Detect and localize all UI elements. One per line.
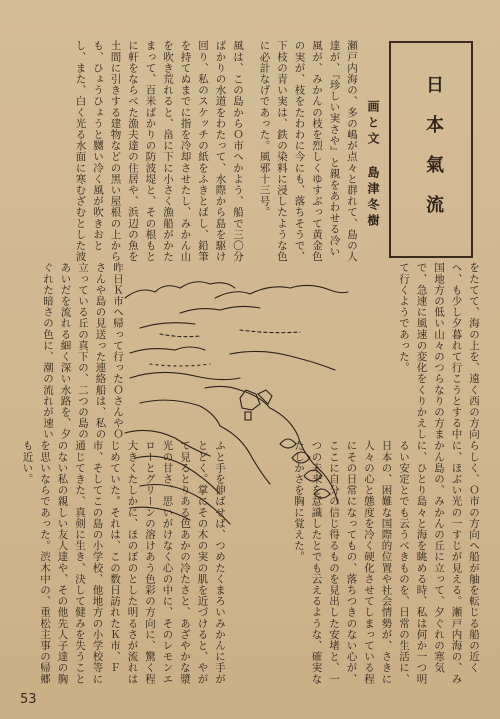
page-number: 53 (20, 692, 37, 707)
article-title: 日本氣流 (423, 75, 444, 235)
body-text-bottom-left: ふと手を伸ばせば、つめたくまろいみかんに手がとどく。掌にその木の実の肌を近づけると、やがて見るとりある色あかの冷たさと、あざやかな漿光の甘さ、思いがけなく心の中に、そのレモンエローとグリーンの溶けあう色彩の方向に、驚く程大きくたしかに、ほのぼのとした明るさが流れはじめていた。それは、この数日訪れたＫ市、Ｆ市、そしてこの島の小学校、他地方の小学校等に通じてきた、真剣に生き、決して健みを失うことのない私の親しい友人達や、その他先人子達の胸を思いならであった。渋木中の、重松主事の帰郷も近い。 (22, 440, 226, 685)
body-text-top-left: 風は、この島からＯ市へかよう、船で三〇分ばかりの水道をわたって、水際から島を駆け回り、私のスケッチの紙をふきとばし、鉛筆を持てぬまでに指を冷却させたし、みかん山を吹き荒れると、畠に下に小さく漁船がかたまって、百米ばかりの防波堤と、その根もとに軒をならべた漁夫達の住居や、浜辺の魚を土間に引きする建物などの黒い屋根の上からも、ひょうひょうと嬲い冷く風が吹きおとし、また、白く光る水面に寒むざむとした波 (74, 40, 244, 262)
article-byline: 画と文 島津冬樹 (366, 100, 380, 230)
body-text-bottom-right: らしく、Ｏ市の方向へ船が舳を転じる船の近くに、ほぶい光の一すじが見える。瀬戸内海の、みかん島の、みかんの丘に立って、夕ぐれの寒気に、ひとり島々と海を眺める時、私は何か一つ明るい安定とでも云うべきものを、日常の生活に、日本の、困難な国際的位置や社会情勢が、さきに人々の心と態度を冷く硬化させてしまっている程にその日常になってもの、落ちつきのない心が、ここに自分の信じ得るものを見出した安堵と、一つの未来を意識したとでも云えるような、確実なたしかさを胸に覚えた。 (293, 440, 480, 685)
body-text-mid-left: 昨日Ｋ市へ帰って行ったＯさんやＯさんや島の見送った連絡船は、私の立っている丘の真下の、二つの島のあいだを流れる細く深い水路を、夕ぐれた暗さの色に、潮の流れが速い (42, 262, 124, 440)
body-text-mid-right: をたてて、海の上を、遠く西の方向へ、も少し夕暮れて行こうとする中国地方の低い山々のつらなりの方まで、急速に風速の変化をくりかえして行くようであった。 (398, 262, 480, 440)
title-box (389, 41, 473, 258)
body-text-top-right: 瀬戸内海の、多の嶋が点々と群れて、島の人達が、『珍しい実さや』と親をあわせる冷い風が、みかんの枝を烈しくゆすぶって黄金色の実が、枝をたわわに今にも、落ちそうで、下枝の青い実は、鉄の染料に浸したような色に必計なげであった。風邪十三号。 (258, 40, 358, 262)
